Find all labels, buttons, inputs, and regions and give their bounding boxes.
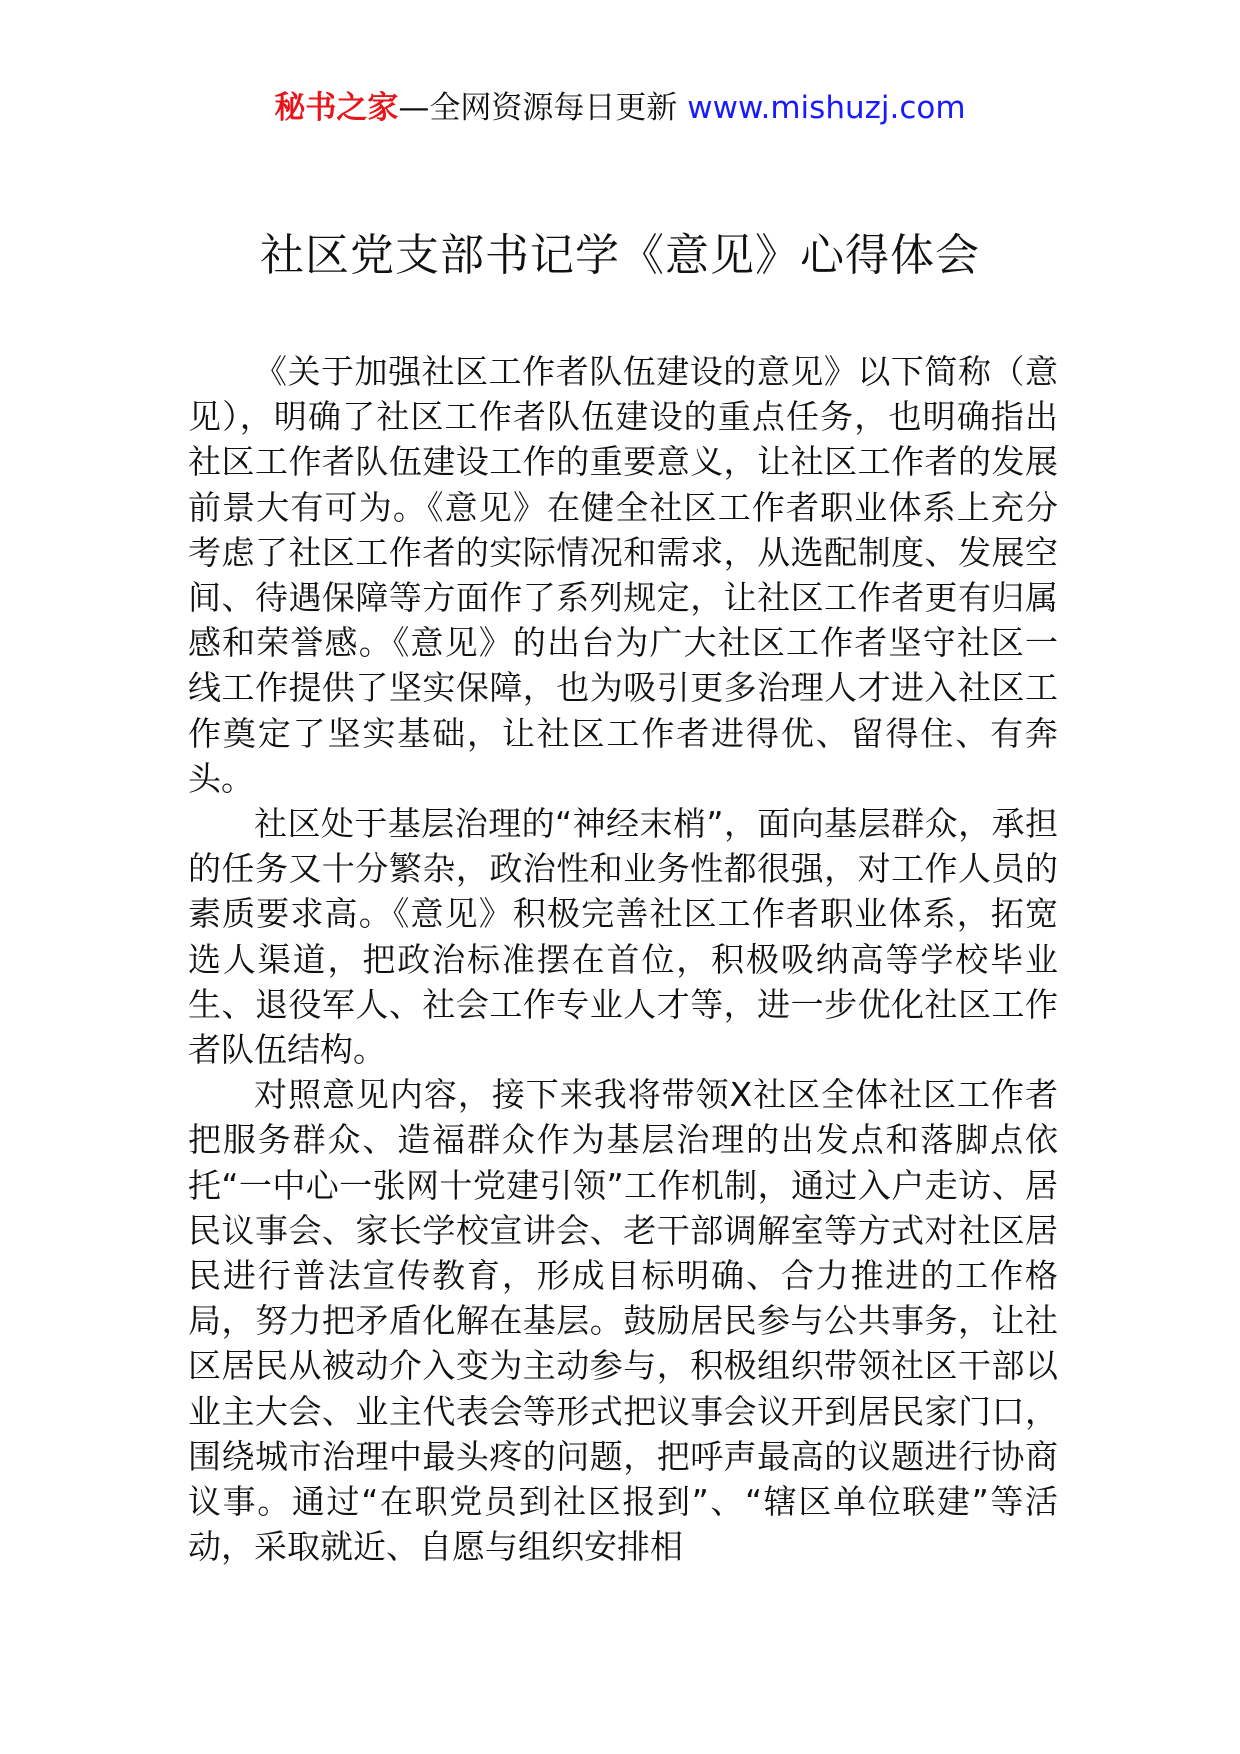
document-title: 社区党支部书记学《意见》心得体会 <box>260 230 980 281</box>
paragraph-1: 《关于加强社区工作者队伍建设的意见》以下简称（意见），明确了社区工作者队伍建设的重点任务，也明确指出社区工作者队伍建设工作的重要意义，让社区工作者的发展前景大有可为。《意见》在健全社区工作者职业体系上充分考虑了社区工作者的实际情况和需求，从选配制度、发展空间、待遇保障等方面作了系列规定，让社区工作者更有归属感和荣誉感。《意见》的出台为广大社区工作者坚守社区一线工作提供了坚实保障，也为吸引更多治理人才进入社区工作奠定了坚实基础，让社区工作者进得优、留得住、有奔头。 <box>188 352 1058 798</box>
document-body <box>188 349 1058 1569</box>
site-url-link[interactable]: www.mishuzj.com <box>687 90 966 126</box>
paragraph-2: 社区处于基层治理的“神经末梢”，面向基层群众，承担的任务又十分繁杂，政治性和业务性都很强，对工作人员的素质要求高。《意见》积极完善社区工作者职业体系，拓宽选人渠道，把政治标准摆在首位，积极吸纳高等学校毕业生、退役军人、社会工作专业人才等，进一步优化社区工作者队伍结构。 <box>188 804 1058 1070</box>
paragraph-3: 对照意见内容，接下来我将带领X社区全体社区工作者把服务群众、造福群众作为基层治理的出发点和落脚点依托“一中心一张网十党建引领”工作机制，通过入户走访、居民议事会、家长学校宣讲会、老干部调解室等方式对社区居民进行普法宣传教育，形成目标明确、合力推进的工作格局，努力把矛盾化解在基层。鼓励居民参与公共事务，让社区居民从被动介入变为主动参与，积极组织带领社区干部以业主大会、业主代表会等形式把议事会议开到居民家门口，围绕城市治理中最头疼的问题，把呼声最高的议题进行协商议事。通过“在职党员到社区报到”、“辖区单位联建”等活动，采取就近、自愿与组织安排相 <box>188 1075 1058 1567</box>
site-header <box>0 88 1240 128</box>
site-brand: 秘书之家 <box>274 90 399 126</box>
site-tagline: —全网资源每日更新 <box>398 90 678 126</box>
